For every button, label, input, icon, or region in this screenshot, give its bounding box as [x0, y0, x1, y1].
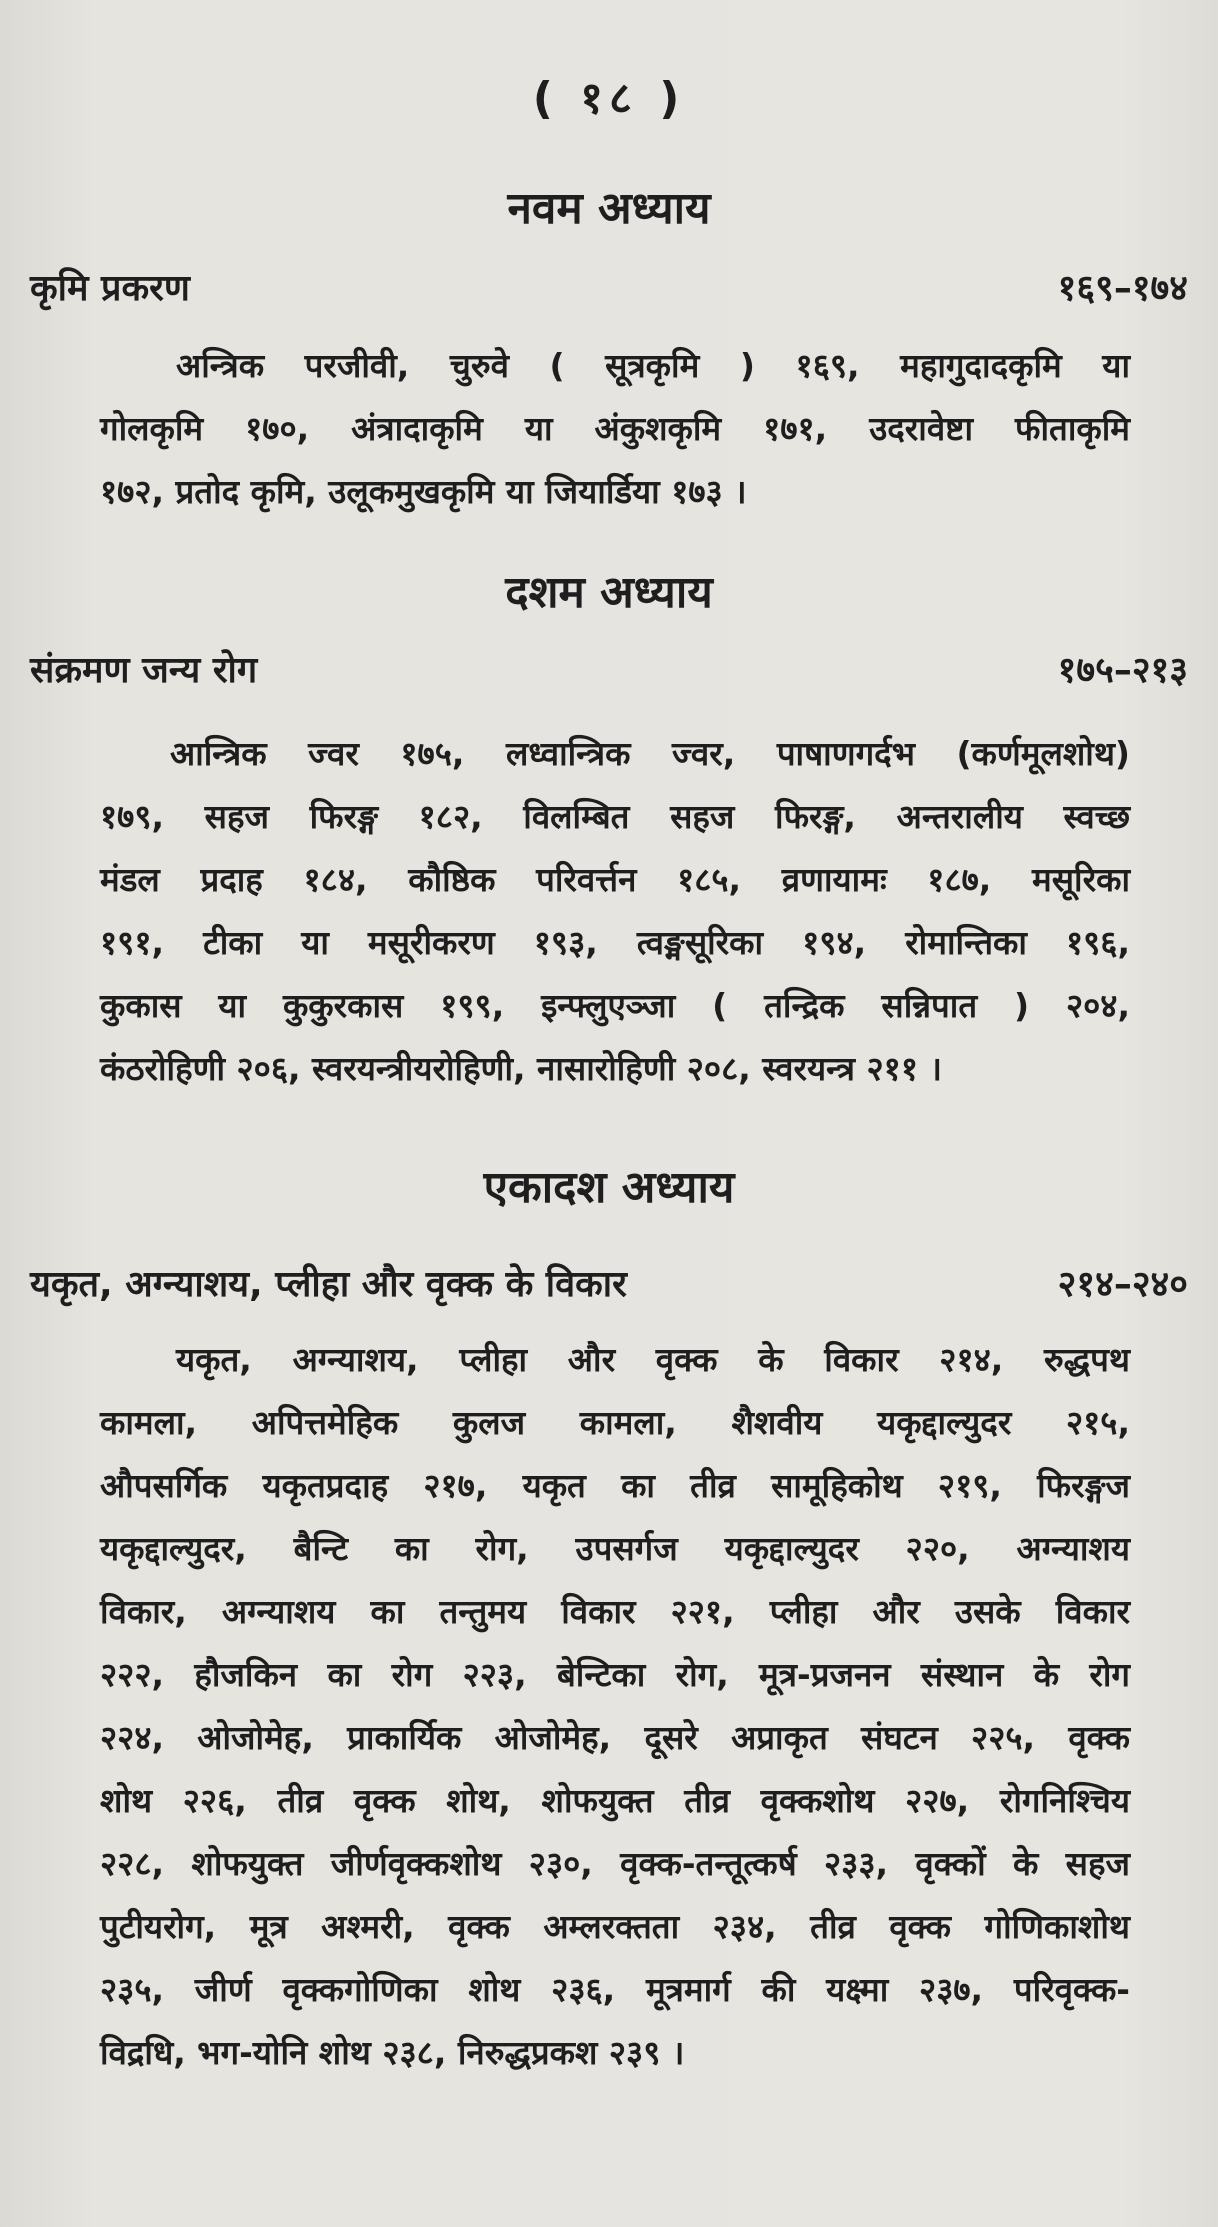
contents-line: मंडल प्रदाह १८४, कौष्ठिक परिवर्त्तन १८५, व्रणायामः १८७, मसूरिका [100, 860, 1130, 899]
contents-line: यकृत, अग्न्याशय, प्लीहा और वृक्क के विकार २१४, रुद्धपथ [176, 1340, 1130, 1379]
section-pages: २१४–२४० [1057, 1264, 1188, 1305]
section-title: संक्रमण जन्य रोग [30, 650, 258, 691]
contents-line: कंठरोहिणी २०६, स्वरयन्त्रीयरोहिणी, नासारोहिणी २०८, स्वरयन्त्र २११ । [100, 1049, 942, 1088]
section-contents [100, 334, 1130, 523]
contents-line: कामला, अपित्तमेहिक कुलज कामला, शैशवीय यकृद्दाल्युदर २१५, [100, 1403, 1130, 1442]
contents-line: अन्त्रिक परजीवी, चुरुवे ( सूत्रकृमि ) १६९, महागुदादकृमि या [176, 346, 1130, 385]
contents-line: १७९, सहज फिरङ्ग १८२, विलम्बित सहज फिरङ्ग, अन्तरालीय स्वच्छ [100, 797, 1130, 836]
contents-line: २२८, शोफयुक्त जीर्णवृक्कशोथ २३०, वृक्क-तन्तूत्कर्ष २३३, वृक्कों के सहज [100, 1844, 1130, 1883]
page-number: ( १८ ) [532, 73, 686, 124]
contents-line: विकार, अग्न्याशय का तन्तुमय विकार २२१, प्लीहा और उसके विकार [100, 1592, 1130, 1631]
contents-line: कुकास या कुकुरकास १९९, इन्फ्लुएञ्जा ( तन्द्रिक सन्निपात ) २०४, [100, 986, 1130, 1025]
contents-line: आन्त्रिक ज्वर १७५, लध्वान्त्रिक ज्वर, पाषाणगर्दभ (कर्णमूलशोथ) [170, 734, 1130, 773]
contents-line: विद्रधि, भग-योनि शोथ २३८, निरुद्धप्रकश २३९ । [100, 2033, 685, 2072]
section-pages: १७५–२१३ [1057, 650, 1188, 691]
contents-line: २२२, हौजकिन का रोग २२३, बेन्टिका रोग, मूत्र-प्रजनन संस्थान के रोग [100, 1655, 1130, 1694]
section-contents [100, 1328, 1130, 2084]
contents-line: १९१, टीका या मसूरीकरण १९३, त्वङ्मसूरिका १९४, रोमान्तिका १९६, [100, 923, 1130, 962]
section-title: यकृत, अग्न्याशय, प्लीहा और वृक्क के विकार [30, 1264, 627, 1305]
section-row [30, 1258, 1188, 1307]
section-title: कृमि प्रकरण [30, 268, 190, 309]
section-pages: १६९–१७४ [1057, 268, 1188, 309]
chapter-heading: एकादश अध्याय [483, 1162, 735, 1213]
contents-line: शोथ २२६, तीव्र वृक्क शोथ, शोफयुक्त तीव्र वृक्कशोथ २२७, रोगनिश्चिय [100, 1781, 1130, 1820]
section-contents [100, 722, 1130, 1100]
contents-line: औपसर्गिक यकृतप्रदाह २१७, यकृत का तीव्र सामूहिकोथ २१९, फिरङ्गज [100, 1466, 1130, 1505]
section-row [30, 644, 1188, 693]
chapter-heading: नवम अध्याय [507, 183, 711, 234]
contents-line: यकृद्दाल्युदर, बैन्टि का रोग, उपसर्गज यकृद्दाल्युदर २२०, अग्न्याशय [100, 1529, 1130, 1568]
chapter-heading: दशम अध्याय [505, 567, 713, 618]
contents-line: २२४, ओजोमेह, प्राकार्यिक ओजोमेह, दूसरे अप्राकृत संघटन २२५, वृक्क [100, 1718, 1130, 1757]
section-row [30, 262, 1188, 311]
contents-line: गोलकृमि १७०, अंत्रादाकृमि या अंकुशकृमि १७१, उदरावेष्टा फीताकृमि [100, 409, 1130, 448]
contents-line: २३५, जीर्ण वृक्कगोणिका शोथ २३६, मूत्रमार्ग की यक्ष्मा २३७, परिवृक्क- [100, 1970, 1130, 2009]
contents-line: १७२, प्रतोद कृमि, उलूकमुखकृमि या जियार्डिया १७३ । [100, 472, 747, 511]
contents-line: पुटीयरोग, मूत्र अश्मरी, वृक्क अम्लरक्तता २३४, तीव्र वृक्क गोणिकाशोथ [100, 1907, 1130, 1946]
